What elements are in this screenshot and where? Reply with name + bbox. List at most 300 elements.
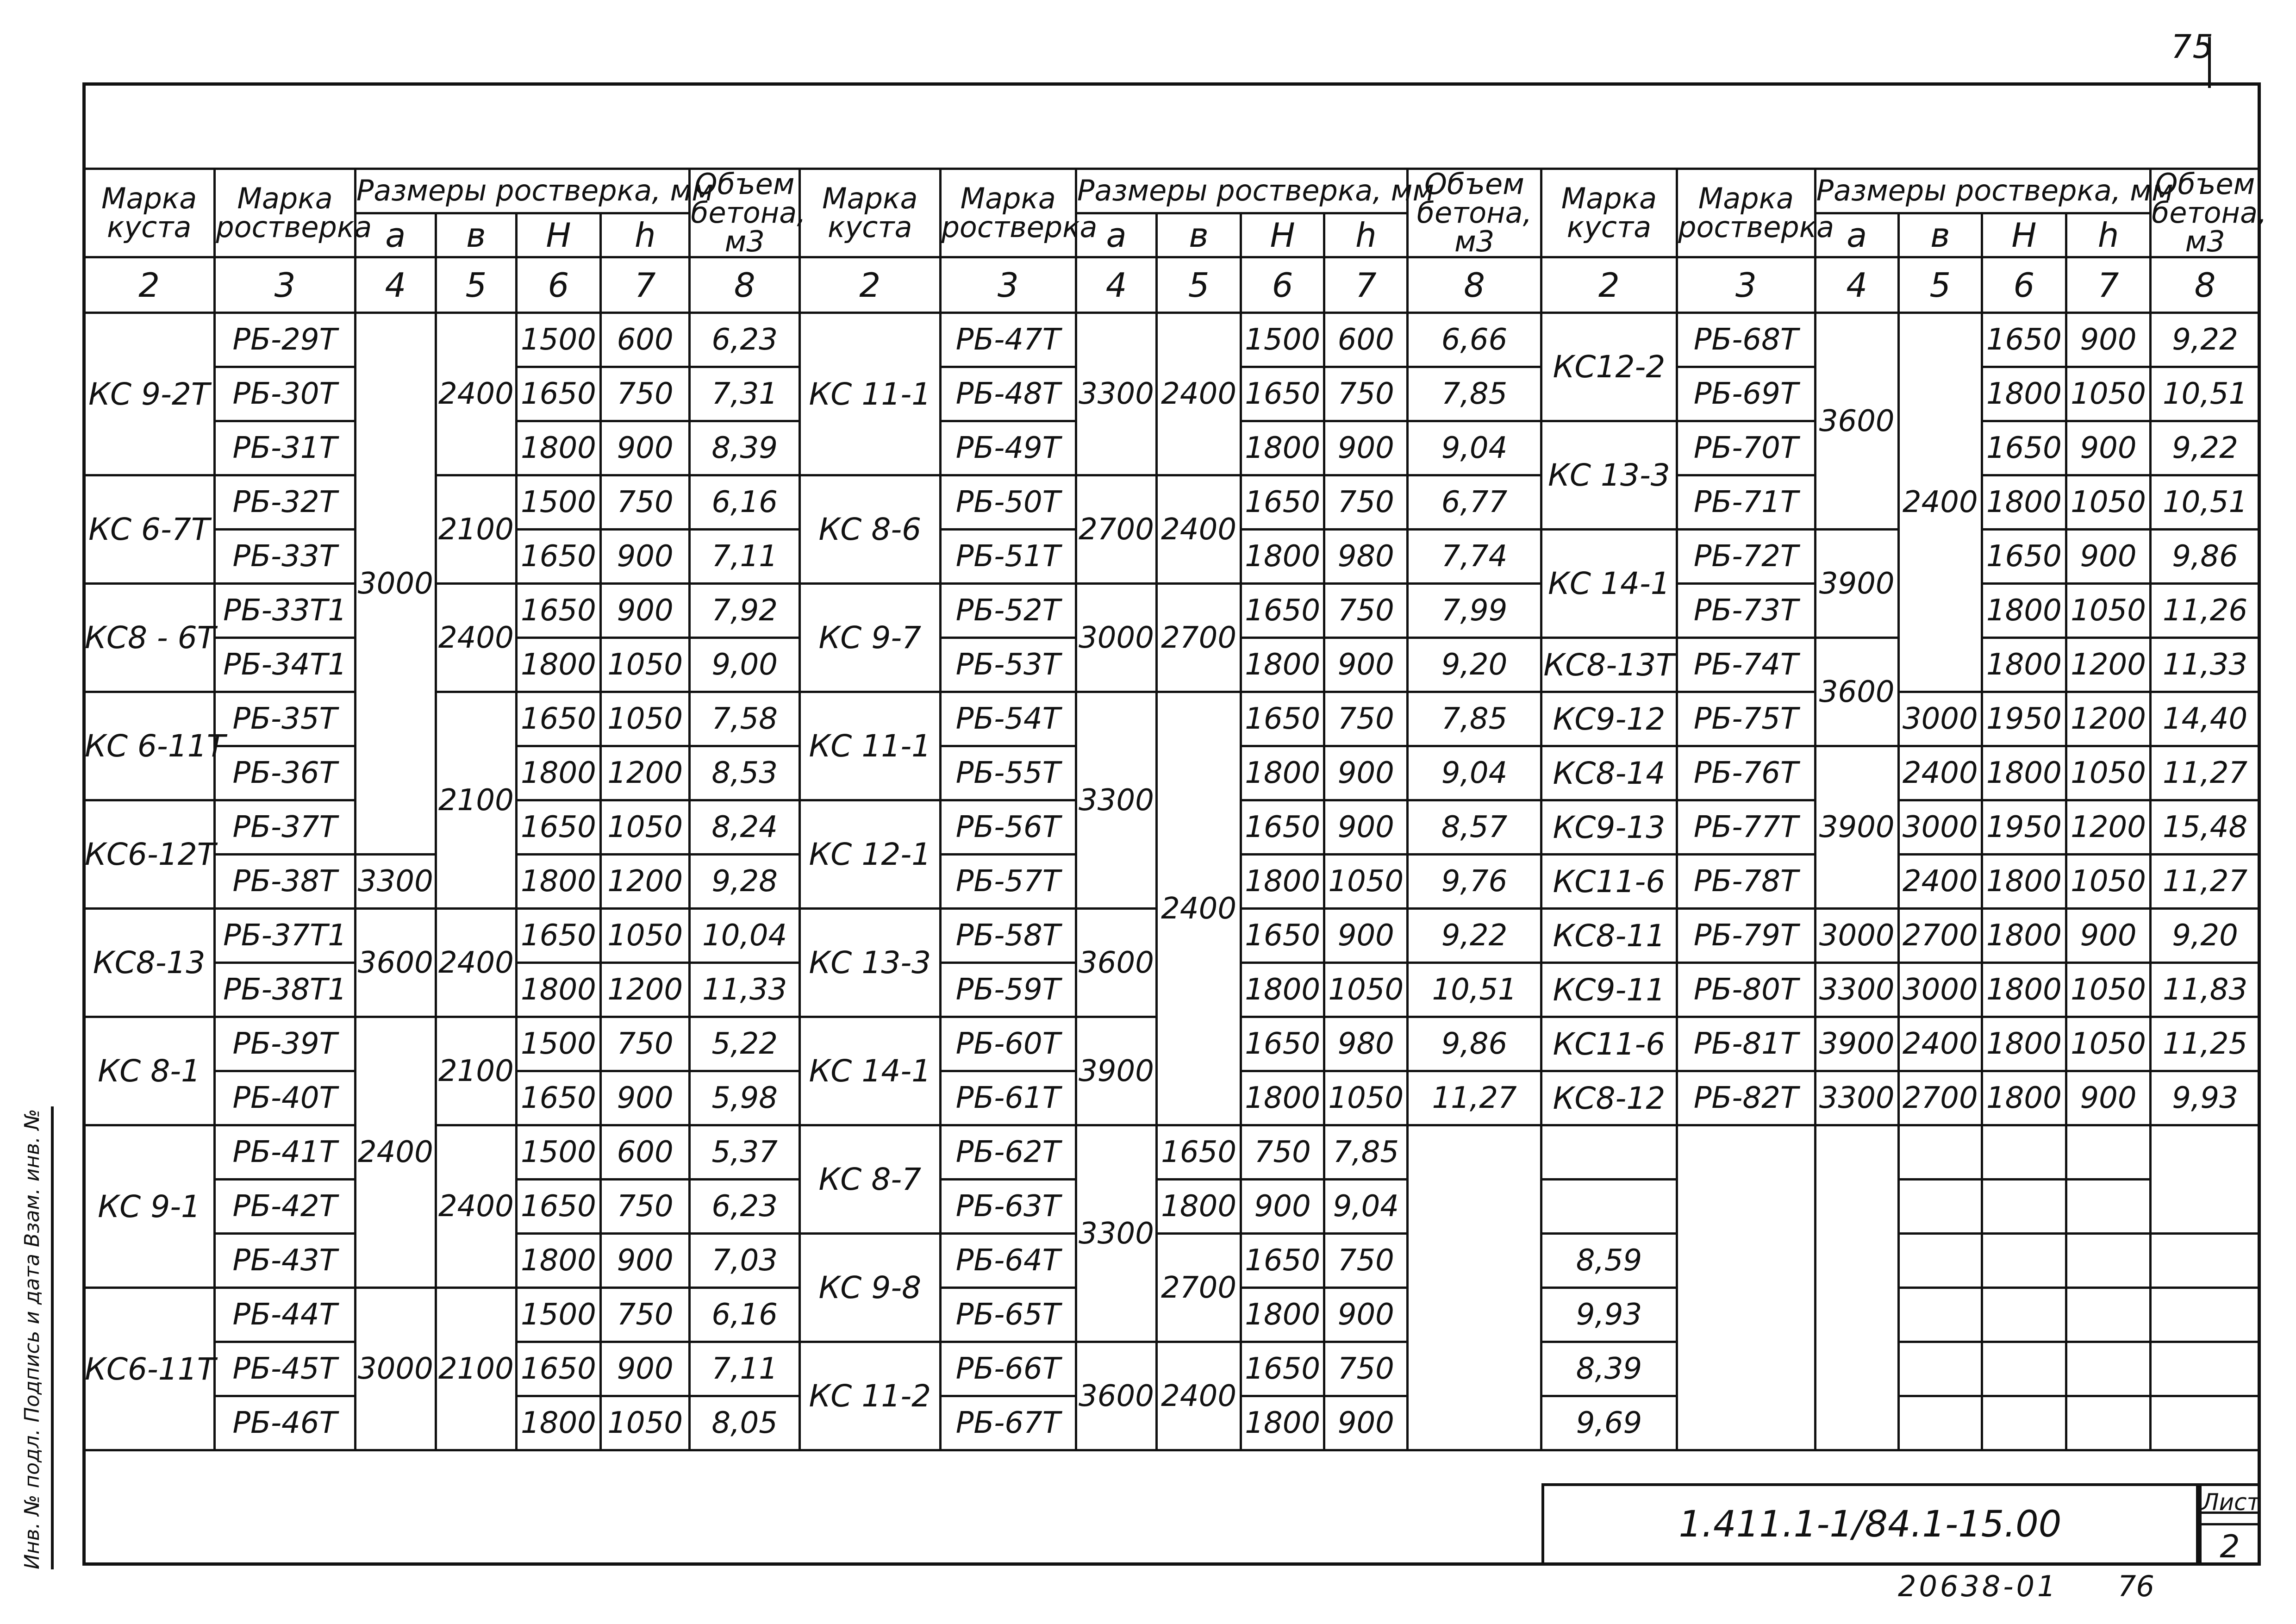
empty-cell: [1898, 1125, 1982, 1180]
h-cell: 1050: [601, 692, 690, 746]
rost-cell: РБ-74Т: [1677, 638, 1815, 692]
volume-cell: 9,93: [1541, 1288, 1677, 1342]
H-cell: 1650: [1982, 313, 2066, 367]
kust-cell: КС 8-7: [800, 1125, 941, 1234]
empty-cell: [2066, 1342, 2150, 1396]
volume-cell: 7,31: [690, 367, 800, 421]
volume-cell: 8,24: [690, 800, 800, 855]
rost-cell: РБ-63Т: [940, 1180, 1076, 1234]
h-cell: 1050: [1324, 1071, 1408, 1125]
volume-cell: 5,37: [690, 1125, 800, 1180]
h-cell: 1050: [601, 800, 690, 855]
header-row-1: [84, 169, 2260, 213]
col-num: 5: [1157, 257, 1241, 313]
volume-cell: 11,33: [2151, 638, 2260, 692]
col-marka-rostverka-1: Марка ростверка: [215, 169, 356, 257]
b-cell: 2400: [436, 1125, 516, 1288]
h-cell: 750: [601, 367, 690, 421]
rost-cell: РБ-66Т: [940, 1342, 1076, 1396]
empty-cell: [1541, 1180, 1677, 1234]
H-cell: 1800: [1241, 746, 1324, 800]
volume-cell: 7,85: [1324, 1125, 1408, 1180]
kust-cell: КС8-12: [1541, 1071, 1677, 1125]
h-cell: 1200: [2066, 800, 2150, 855]
H-cell: 1800: [1157, 1180, 1241, 1234]
volume-cell: 6,77: [1408, 475, 1541, 530]
empty-cell: [2151, 1342, 2260, 1396]
a-cell: 3600: [1076, 1342, 1157, 1450]
a-cell: 3600: [1815, 313, 1898, 530]
kust-cell: КС8-13Т: [1541, 638, 1677, 692]
volume-cell: 9,86: [2151, 530, 2260, 584]
h-cell: 1050: [2066, 963, 2150, 1017]
empty-cell: [1898, 1396, 1982, 1450]
b-cell: 2400: [1157, 1342, 1241, 1450]
rost-cell: РБ-71Т: [1677, 475, 1815, 530]
col-num: 2: [84, 257, 215, 313]
H-cell: 1500: [516, 1288, 600, 1342]
empty-cell: [1541, 1125, 1677, 1180]
H-cell: 1500: [516, 1017, 600, 1071]
h-cell: 1050: [2066, 475, 2150, 530]
volume-cell: 9,04: [1324, 1180, 1408, 1234]
h-cell: 600: [601, 313, 690, 367]
b-cell: 2400: [436, 584, 516, 692]
rost-cell: РБ-40Т: [215, 1071, 356, 1125]
kust-cell: КС9-11: [1541, 963, 1677, 1017]
H-cell: 1650: [1241, 475, 1324, 530]
rost-cell: РБ-33Т1: [215, 584, 356, 638]
rost-cell: РБ-81Т: [1677, 1017, 1815, 1071]
volume-cell: 11,33: [690, 963, 800, 1017]
volume-cell: 10,51: [2151, 475, 2260, 530]
sub-H: H: [1241, 213, 1324, 257]
H-cell: 1800: [516, 421, 600, 475]
kust-cell: КС 11-1: [800, 692, 941, 800]
rost-cell: РБ-80Т: [1677, 963, 1815, 1017]
a-cell: 3300: [1076, 692, 1157, 909]
volume-cell: 9,93: [2151, 1071, 2260, 1125]
volume-cell: 10,51: [1408, 963, 1541, 1017]
side-stamp-text: Инв. № подл. Подпись и дата Взам. инв. №: [20, 1109, 44, 1569]
rost-cell: РБ-72Т: [1677, 530, 1815, 584]
h-cell: 1050: [601, 909, 690, 963]
b-cell: 2400: [1157, 313, 1241, 475]
b-cell: 2400: [436, 313, 516, 475]
rost-cell: РБ-52Т: [940, 584, 1076, 638]
rost-cell: РБ-73Т: [1677, 584, 1815, 638]
H-cell: 1800: [1982, 584, 2066, 638]
volume-cell: 7,85: [1408, 367, 1541, 421]
H-cell: 1650: [1241, 909, 1324, 963]
rost-cell: РБ-77Т: [1677, 800, 1815, 855]
h-cell: 980: [1324, 530, 1408, 584]
h-cell: 1050: [601, 638, 690, 692]
H-cell: 1800: [516, 855, 600, 909]
col-num: 7: [601, 257, 690, 313]
kust-cell: КС9-13: [1541, 800, 1677, 855]
h-cell: 750: [601, 1017, 690, 1071]
kust-cell: КС 9-7: [800, 584, 941, 692]
volume-cell: 7,85: [1408, 692, 1541, 746]
volume-cell: 11,27: [2151, 746, 2260, 800]
b-cell: 3000: [1898, 800, 1982, 855]
h-cell: 900: [601, 1234, 690, 1288]
H-cell: 1650: [516, 1342, 600, 1396]
a-cell: 3000: [355, 1288, 436, 1450]
col-marka-rostverka-3: Марка ростверка: [1677, 169, 1815, 257]
kust-cell: КС 9-1: [84, 1125, 215, 1288]
h-cell: 1050: [2066, 855, 2150, 909]
h-cell: 750: [1241, 1125, 1324, 1180]
H-cell: 1650: [516, 692, 600, 746]
sheet-box: [2199, 1483, 2261, 1566]
H-cell: 1650: [516, 367, 600, 421]
rost-cell: РБ-61Т: [940, 1071, 1076, 1125]
kust-cell: КС8-11: [1541, 909, 1677, 963]
h-cell: 750: [601, 475, 690, 530]
empty-cell: [1677, 1125, 1815, 1450]
kust-cell: КС9-12: [1541, 692, 1677, 746]
sub-b: в: [1898, 213, 1982, 257]
H-cell: 1650: [1241, 1234, 1324, 1288]
rost-cell: РБ-54Т: [940, 692, 1076, 746]
volume-cell: 5,22: [690, 1017, 800, 1071]
b-cell: 2100: [436, 1017, 516, 1125]
rost-cell: РБ-44Т: [215, 1288, 356, 1342]
H-cell: 1650: [516, 530, 600, 584]
h-cell: 750: [1324, 692, 1408, 746]
h-cell: 1050: [601, 1396, 690, 1450]
sub-H: H: [516, 213, 600, 257]
rost-cell: РБ-35Т: [215, 692, 356, 746]
volume-cell: 8,05: [690, 1396, 800, 1450]
H-cell: 1800: [516, 1234, 600, 1288]
h-cell: 900: [2066, 1071, 2150, 1125]
volume-cell: 11,26: [2151, 584, 2260, 638]
h-cell: 900: [1324, 1288, 1408, 1342]
column-number-row: [84, 257, 2260, 313]
rost-cell: РБ-56Т: [940, 800, 1076, 855]
rost-cell: РБ-39Т: [215, 1017, 356, 1071]
volume-cell: 9,22: [1408, 909, 1541, 963]
h-cell: 1050: [2066, 584, 2150, 638]
h-cell: 900: [1324, 1396, 1408, 1450]
rost-cell: РБ-49Т: [940, 421, 1076, 475]
rost-cell: РБ-65Т: [940, 1288, 1076, 1342]
H-cell: 1950: [1982, 692, 2066, 746]
rost-cell: РБ-46Т: [215, 1396, 356, 1450]
kust-cell: КС8-14: [1541, 746, 1677, 800]
empty-cell: [2066, 1125, 2150, 1180]
rost-cell: РБ-34Т1: [215, 638, 356, 692]
a-cell: 2400: [355, 1017, 436, 1288]
H-cell: 1800: [1241, 1396, 1324, 1450]
empty-cell: [1898, 1180, 1982, 1234]
volume-cell: 9,22: [2151, 421, 2260, 475]
rost-cell: РБ-79Т: [1677, 909, 1815, 963]
h-cell: 900: [601, 584, 690, 638]
rost-cell: РБ-57Т: [940, 855, 1076, 909]
H-cell: 1500: [516, 1125, 600, 1180]
sub-b: в: [1157, 213, 1241, 257]
kust-cell: КС 11-1: [800, 313, 941, 475]
empty-cell: [2066, 1234, 2150, 1288]
a-cell: 3000: [1815, 909, 1898, 963]
h-cell: 750: [1324, 1234, 1408, 1288]
volume-cell: 9,86: [1408, 1017, 1541, 1071]
sub-h: h: [1324, 213, 1408, 257]
col-marka-kusta-2: Марка куста: [800, 169, 941, 257]
volume-cell: 11,25: [2151, 1017, 2260, 1071]
a-cell: 3000: [1076, 584, 1157, 692]
h-cell: 900: [2066, 421, 2150, 475]
col-num: 6: [516, 257, 600, 313]
volume-cell: 7,99: [1408, 584, 1541, 638]
rost-cell: РБ-62Т: [940, 1125, 1076, 1180]
empty-cell: [2151, 1288, 2260, 1342]
H-cell: 1650: [516, 584, 600, 638]
kust-cell: КС6-12Т: [84, 800, 215, 909]
b-cell: 2100: [436, 475, 516, 584]
sub-b: в: [436, 213, 516, 257]
rost-cell: РБ-30Т: [215, 367, 356, 421]
empty-cell: [1982, 1288, 2066, 1342]
col-num: 3: [1677, 257, 1815, 313]
b-cell: 2100: [436, 692, 516, 909]
h-cell: 900: [2066, 530, 2150, 584]
rost-cell: РБ-41Т: [215, 1125, 356, 1180]
col-num: 6: [1241, 257, 1324, 313]
rost-cell: РБ-43Т: [215, 1234, 356, 1288]
header-row-2: [84, 213, 2260, 257]
empty-cell: [2151, 1234, 2260, 1288]
h-cell: 1200: [601, 855, 690, 909]
a-cell: 3300: [1076, 313, 1157, 475]
h-cell: 750: [1324, 1342, 1408, 1396]
b-cell: 2400: [1157, 475, 1241, 584]
rost-cell: РБ-38Т: [215, 855, 356, 909]
rost-cell: РБ-36Т: [215, 746, 356, 800]
rost-cell: РБ-53Т: [940, 638, 1076, 692]
rost-cell: РБ-38Т1: [215, 963, 356, 1017]
a-cell: 3900: [1815, 1017, 1898, 1071]
rost-cell: РБ-59Т: [940, 963, 1076, 1017]
col-num: 5: [436, 257, 516, 313]
H-cell: 1800: [1982, 1071, 2066, 1125]
h-cell: 600: [601, 1125, 690, 1180]
volume-cell: 9,76: [1408, 855, 1541, 909]
kust-cell: КС8-13: [84, 909, 215, 1017]
col-obem-1: Объем бетона, м3: [690, 169, 800, 257]
volume-cell: 11,83: [2151, 963, 2260, 1017]
H-cell: 1800: [1241, 855, 1324, 909]
volume-cell: 7,92: [690, 584, 800, 638]
empty-cell: [2066, 1288, 2150, 1342]
rost-cell: РБ-70Т: [1677, 421, 1815, 475]
h-cell: 900: [601, 1342, 690, 1396]
table-row: [84, 313, 2260, 367]
b-cell: 2400: [1157, 692, 1241, 1125]
a-cell: 3600: [355, 909, 436, 1017]
b-cell: 2400: [1898, 746, 1982, 800]
volume-cell: 6,23: [690, 1180, 800, 1234]
H-cell: 1800: [1241, 1071, 1324, 1125]
empty-cell: [1982, 1180, 2066, 1234]
H-cell: 1950: [1982, 800, 2066, 855]
h-cell: 900: [601, 1071, 690, 1125]
b-cell: 2700: [1898, 909, 1982, 963]
rost-cell: РБ-55Т: [940, 746, 1076, 800]
b-cell: 3000: [1898, 963, 1982, 1017]
col-num: 2: [800, 257, 941, 313]
h-cell: 1050: [1324, 963, 1408, 1017]
volume-cell: 7,11: [690, 1342, 800, 1396]
sub-a: a: [355, 213, 436, 257]
kust-cell: КС6-11Т: [84, 1288, 215, 1450]
col-num: 3: [940, 257, 1076, 313]
H-cell: 1650: [516, 800, 600, 855]
col-razmery-1: Размеры ростверка, мм: [355, 169, 689, 213]
H-cell: 1800: [1241, 421, 1324, 475]
h-cell: 900: [1324, 746, 1408, 800]
H-cell: 1800: [1982, 909, 2066, 963]
rost-cell: РБ-68Т: [1677, 313, 1815, 367]
volume-cell: 8,57: [1408, 800, 1541, 855]
H-cell: 1800: [1241, 1288, 1324, 1342]
rost-cell: РБ-76Т: [1677, 746, 1815, 800]
kust-cell: КС 9-8: [800, 1234, 941, 1342]
kust-cell: КС 6-7Т: [84, 475, 215, 584]
kust-cell: КС 11-2: [800, 1342, 941, 1450]
sub-h: h: [601, 213, 690, 257]
h-cell: 900: [601, 421, 690, 475]
volume-cell: 9,69: [1541, 1396, 1677, 1450]
rost-cell: РБ-82Т: [1677, 1071, 1815, 1125]
rost-cell: РБ-32Т: [215, 475, 356, 530]
kust-cell: КС 8-6: [800, 475, 941, 584]
h-cell: 980: [1324, 1017, 1408, 1071]
col-razmery-3: Размеры ростверка, мм: [1815, 169, 2150, 213]
volume-cell: 9,00: [690, 638, 800, 692]
volume-cell: 9,20: [1408, 638, 1541, 692]
rost-cell: РБ-47Т: [940, 313, 1076, 367]
col-num: 8: [1408, 257, 1541, 313]
rost-cell: РБ-60Т: [940, 1017, 1076, 1071]
H-cell: 1650: [516, 1180, 600, 1234]
volume-cell: 10,04: [690, 909, 800, 963]
rost-cell: РБ-37Т: [215, 800, 356, 855]
col-num: 5: [1898, 257, 1982, 313]
col-num: 6: [1982, 257, 2066, 313]
rost-cell: РБ-31Т: [215, 421, 356, 475]
H-cell: 1800: [1241, 963, 1324, 1017]
volume-cell: 11,27: [1408, 1071, 1541, 1125]
b-cell: 3000: [1898, 692, 1982, 746]
volume-cell: 7,03: [690, 1234, 800, 1288]
h-cell: 1200: [2066, 692, 2150, 746]
empty-cell: [2151, 1396, 2260, 1450]
kust-cell: КС12-2: [1541, 313, 1677, 421]
H-cell: 1800: [1982, 1017, 2066, 1071]
volume-cell: 6,23: [690, 313, 800, 367]
rost-cell: РБ-64Т: [940, 1234, 1076, 1288]
col-num: 7: [1324, 257, 1408, 313]
H-cell: 1800: [1982, 638, 2066, 692]
volume-cell: 9,28: [690, 855, 800, 909]
kust-cell: КС8 - 6Т: [84, 584, 215, 692]
rost-cell: РБ-33Т: [215, 530, 356, 584]
H-cell: 1650: [1157, 1125, 1241, 1180]
sub-h: h: [2066, 213, 2150, 257]
empty-cell: [1982, 1342, 2066, 1396]
H-cell: 1650: [1241, 692, 1324, 746]
b-cell: 2400: [1898, 313, 1982, 692]
empty-cell: [1982, 1125, 2066, 1180]
H-cell: 1650: [516, 1071, 600, 1125]
h-cell: 1050: [1324, 855, 1408, 909]
H-cell: 1500: [516, 313, 600, 367]
h-cell: 1200: [601, 963, 690, 1017]
b-cell: 2700: [1898, 1071, 1982, 1125]
kust-cell: КС 6-11Т: [84, 692, 215, 800]
col-num: 8: [2151, 257, 2260, 313]
volume-cell: 8,59: [1541, 1234, 1677, 1288]
kust-cell: КС 9-2Т: [84, 313, 215, 475]
H-cell: 1800: [1982, 367, 2066, 421]
H-cell: 1650: [1982, 421, 2066, 475]
volume-cell: 11,27: [2151, 855, 2260, 909]
empty-cell: [1898, 1342, 1982, 1396]
col-num: 7: [2066, 257, 2150, 313]
kust-cell: КС 14-1: [800, 1017, 941, 1125]
h-cell: 900: [1324, 800, 1408, 855]
h-cell: 750: [1324, 475, 1408, 530]
a-cell: 3000: [355, 313, 436, 855]
col-num: 4: [1815, 257, 1898, 313]
H-cell: 1500: [1241, 313, 1324, 367]
h-cell: 1200: [2066, 638, 2150, 692]
h-cell: 1200: [601, 746, 690, 800]
h-cell: 900: [1324, 421, 1408, 475]
empty-cell: [2066, 1180, 2150, 1234]
b-cell: 2100: [436, 1288, 516, 1450]
H-cell: 1800: [1982, 963, 2066, 1017]
a-cell: 3900: [1815, 530, 1898, 638]
h-cell: 900: [1241, 1180, 1324, 1234]
kust-cell: КС11-6: [1541, 1017, 1677, 1071]
volume-cell: 9,04: [1408, 421, 1541, 475]
rost-cell: РБ-29Т: [215, 313, 356, 367]
H-cell: 1650: [516, 909, 600, 963]
h-cell: 900: [601, 530, 690, 584]
H-cell: 1800: [516, 963, 600, 1017]
h-cell: 750: [1324, 584, 1408, 638]
col-obem-3: Объем бетона, м3: [2151, 169, 2260, 257]
empty-cell: [1898, 1234, 1982, 1288]
h-cell: 750: [601, 1288, 690, 1342]
rost-cell: РБ-78Т: [1677, 855, 1815, 909]
h-cell: 1050: [2066, 1017, 2150, 1071]
col-marka-kusta-1: Марка куста: [84, 169, 215, 257]
H-cell: 1800: [1241, 530, 1324, 584]
col-num: 8: [690, 257, 800, 313]
rost-cell: РБ-69Т: [1677, 367, 1815, 421]
H-cell: 1650: [1241, 367, 1324, 421]
volume-cell: 7,11: [690, 530, 800, 584]
archive-code: 20638-01: [1898, 1569, 2059, 1603]
empty-cell: [1815, 1125, 1898, 1450]
